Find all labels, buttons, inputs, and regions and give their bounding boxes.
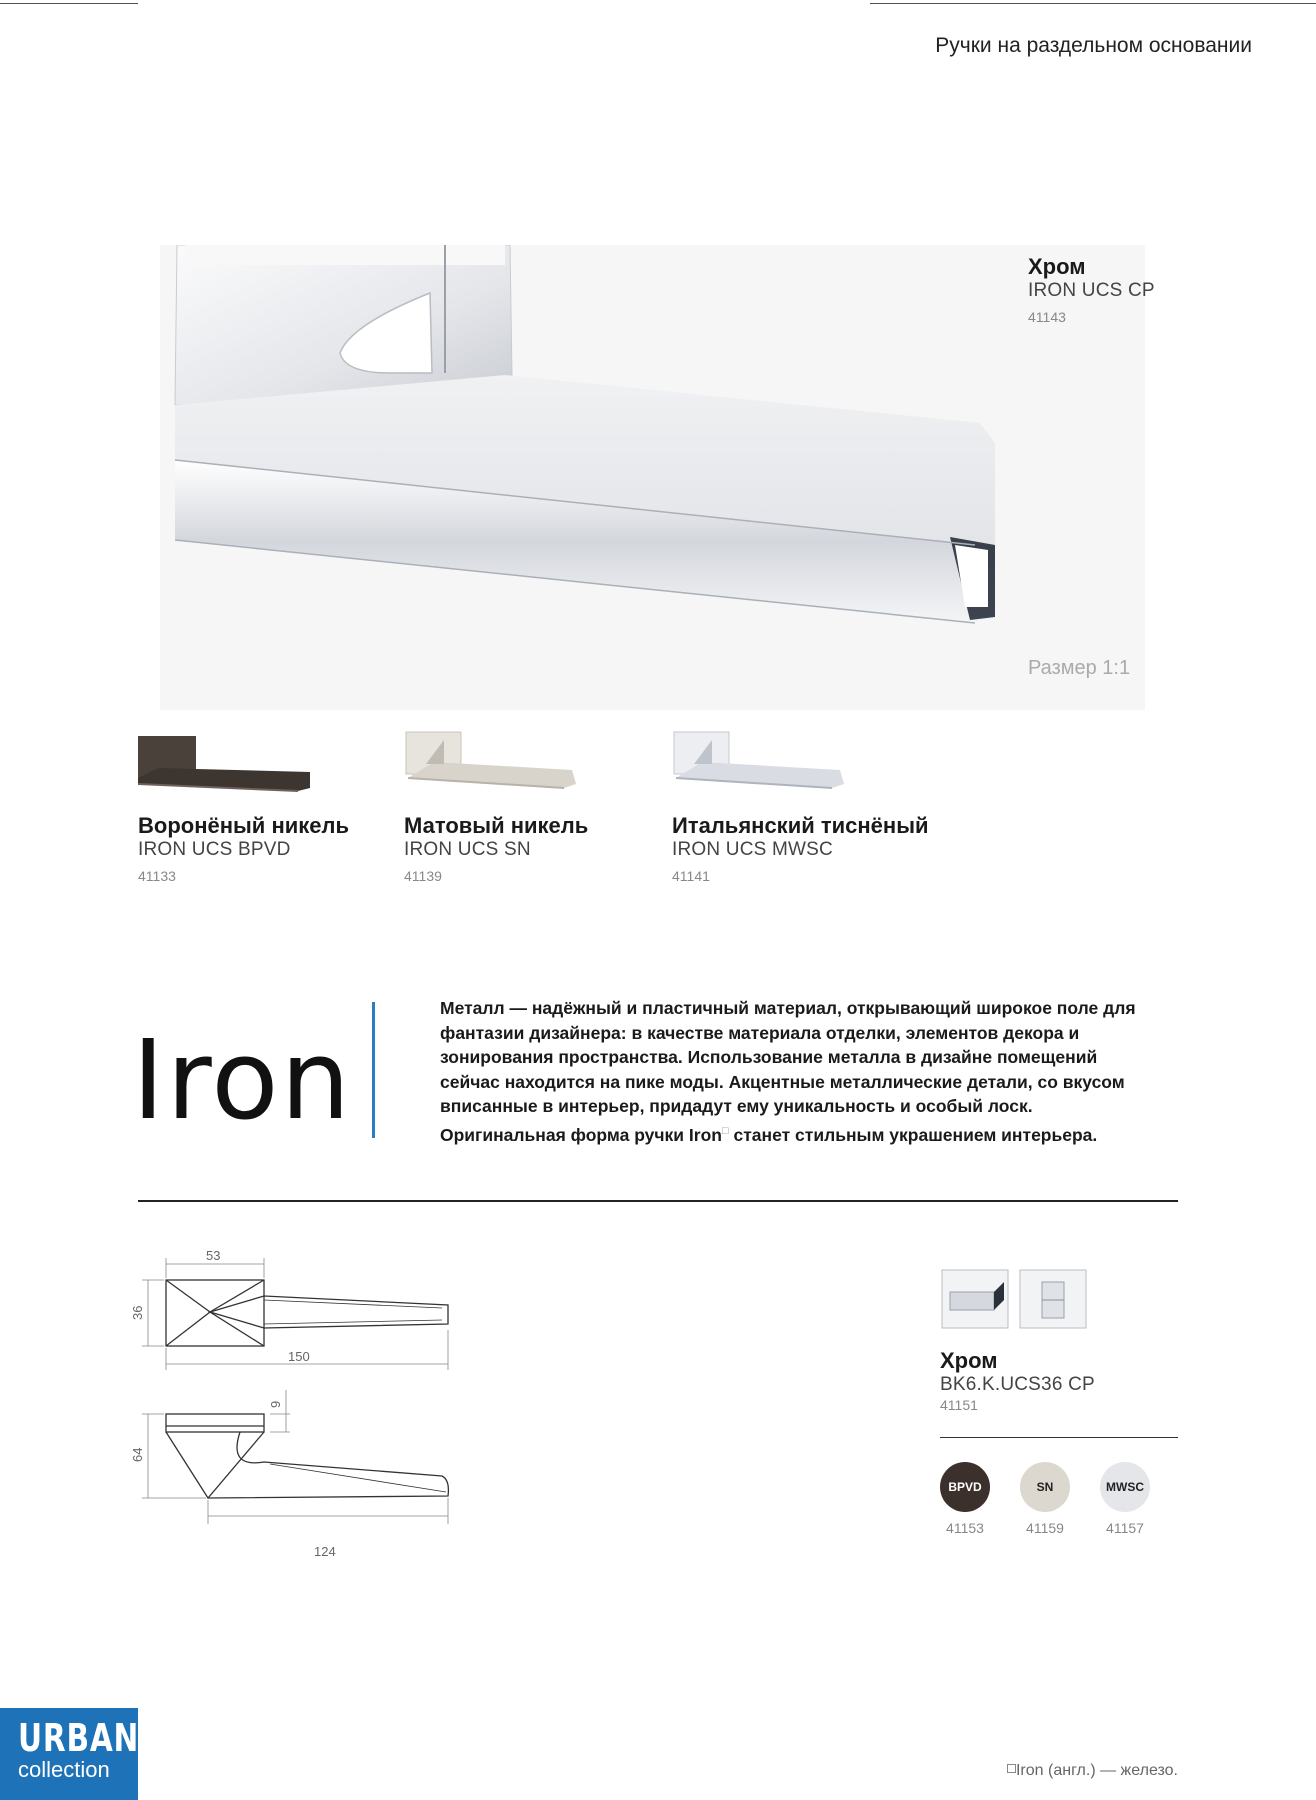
variant-sn — [404, 728, 672, 885]
swatch-sn-code: 41159 — [1026, 1520, 1064, 1536]
swatch-bpvd — [938, 1462, 992, 1536]
fitting-model: BK6.K.UCS36 CP — [940, 1374, 1095, 1395]
hero-model: IRON UCS CP — [1028, 280, 1155, 301]
swatch-mwsc-code: 41157 — [1106, 1520, 1144, 1536]
swatch-sn-label: SN — [1036, 1480, 1054, 1494]
collection-description — [440, 996, 1160, 1147]
variant-mwsc-name: Итальянский тиснёный — [672, 813, 929, 838]
scale-label: Размер 1:1 — [1028, 657, 1131, 679]
variant-mwsc-code: 41141 — [672, 868, 710, 884]
swatch-mwsc — [1098, 1462, 1152, 1536]
hero-label — [1028, 254, 1155, 326]
brand-bottom: collection — [18, 1757, 110, 1782]
dim-length-side: 124 — [314, 1544, 336, 1559]
variant-mwsc-model: IRON UCS MWSC — [672, 839, 833, 860]
brand-logo — [0, 1708, 138, 1800]
section-divider — [138, 1200, 1178, 1202]
description-end: станет стильным украшением интерьера. — [728, 1124, 1098, 1145]
variant-bpvd-model: IRON UCS BPVD — [138, 839, 291, 860]
hero-finish-name: Хром — [1028, 254, 1086, 279]
variant-sn-code: 41139 — [404, 868, 442, 884]
footnote — [1007, 1762, 1178, 1780]
section-title: Ручки на раздельном основании — [935, 34, 1252, 57]
footnote-text: Iron (англ.) — железо. — [1015, 1762, 1178, 1779]
footnote-marker: □ — [721, 1124, 729, 1137]
collection-title: Iron — [132, 1016, 353, 1144]
variant-bpvd-name: Воронёный никель — [138, 813, 349, 838]
dim-height-side: 64 — [130, 1447, 145, 1462]
top-rule-left — [0, 3, 138, 4]
variant-mwsc — [672, 728, 940, 885]
variant-bpvd-code: 41133 — [138, 868, 176, 884]
variant-sn-image — [404, 728, 584, 803]
side-view — [166, 1414, 448, 1498]
fitting-divider — [940, 1437, 1178, 1438]
brand-top: URBAN — [18, 1716, 140, 1760]
technical-drawing — [130, 1240, 470, 1570]
description-main: Металл — надёжный и пластичный материал, открывающий широкое поле для фантазии дизайнера: в качестве материала отделки, элементов декора и зонирования пространства. Использование металла в дизайне помещений сейчас находится на пике моды. Акцентные металлические детали, со вкусом вписанные в интерьер, придадут ему уникальность и особый лоск. Оригинальная форма ручки Iron — [440, 998, 1136, 1145]
fitting-finish-name: Хром — [940, 1348, 998, 1373]
swatch-bpvd-label: BPVD — [948, 1480, 982, 1494]
swatch-bpvd-circle — [940, 1462, 990, 1512]
variant-mwsc-image — [672, 728, 852, 803]
variant-sn-name: Матовый никель — [404, 813, 589, 838]
dim-width-top: 53 — [206, 1248, 221, 1263]
hero-handle-image — [160, 245, 1145, 710]
fitting-code: 41151 — [940, 1397, 978, 1413]
swatch-bpvd-code: 41153 — [946, 1520, 984, 1536]
hero-code: 41143 — [1028, 309, 1066, 325]
swatch-sn-circle — [1020, 1462, 1070, 1512]
dim-length-top: 150 — [288, 1349, 310, 1364]
top-rule-right — [870, 3, 1316, 4]
top-view — [166, 1280, 448, 1346]
footnote-square-icon — [1007, 1764, 1016, 1773]
variant-sn-model: IRON UCS SN — [404, 839, 531, 860]
swatch-mwsc-circle — [1100, 1462, 1150, 1512]
fitting-image — [940, 1268, 1090, 1330]
variant-bpvd — [138, 728, 406, 885]
fitting-label — [940, 1348, 1095, 1414]
swatch-sn — [1018, 1462, 1072, 1536]
swatch-mwsc-label: MWSC — [1106, 1480, 1144, 1494]
accent-bar — [372, 1002, 375, 1138]
variant-bpvd-image — [138, 728, 318, 803]
dim-height-rose: 36 — [130, 1305, 145, 1320]
dim-small-gap: 9 — [268, 1400, 283, 1408]
